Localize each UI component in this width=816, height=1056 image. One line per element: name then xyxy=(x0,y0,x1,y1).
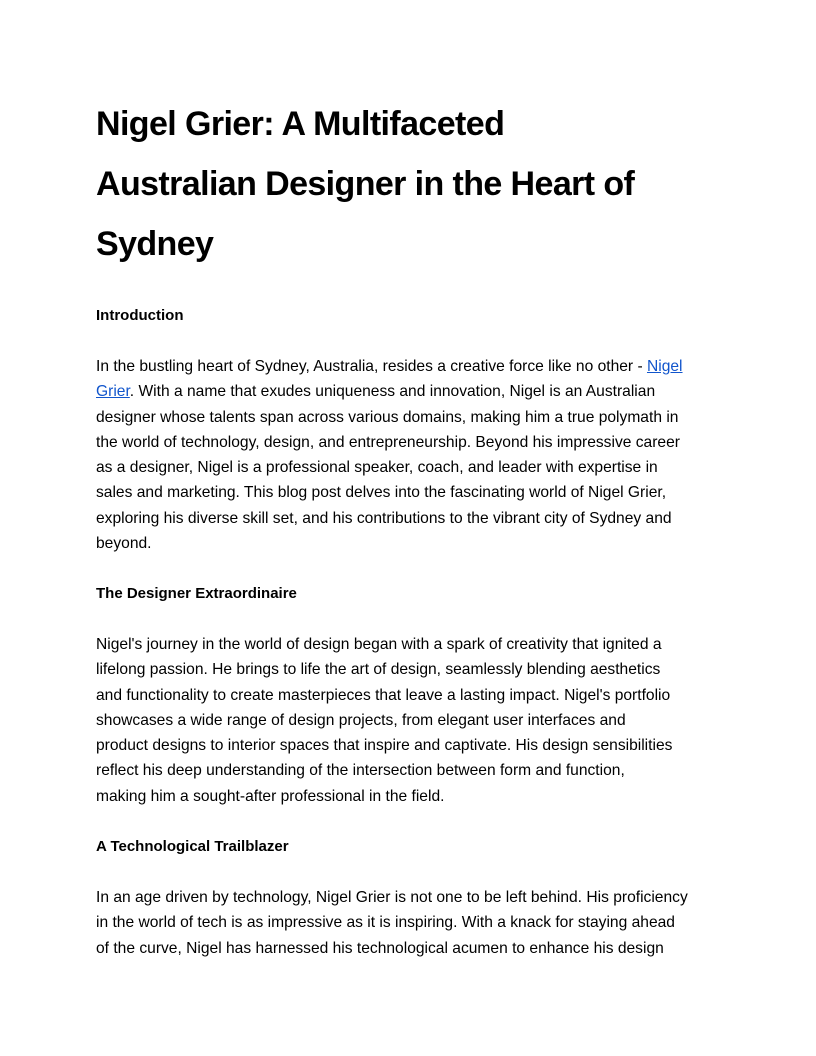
paragraph-line xyxy=(96,354,736,379)
line-text: . With a name that exudes uniqueness and innovation, Nigel is an Australian xyxy=(129,383,656,401)
paragraph-line: making him a sought-after professional in the field. xyxy=(96,787,445,805)
paragraph-line: sales and marketing. This blog post delves into the fascinating world of Nigel Grier, xyxy=(96,484,667,502)
paragraph-line: and functionality to create masterpieces that leave a lasting impact. Nigel's portfolio xyxy=(96,686,671,704)
paragraph-line xyxy=(96,379,736,404)
section-heading-technological: A Technological Trailblazer xyxy=(96,838,289,855)
paragraph-technological xyxy=(96,885,736,961)
paragraph-line: exploring his diverse skill set, and his contributions to the vibrant city of Sydney and xyxy=(96,509,672,527)
paragraph-line: product designs to interior spaces that inspire and captivate. His design sensibilities xyxy=(96,737,673,755)
paragraph-line: as a designer, Nigel is a professional speaker, coach, and leader with expertise in xyxy=(96,459,658,477)
paragraph-line: of the curve, Nigel has harnessed his technological acumen to enhance his design xyxy=(96,939,664,957)
nigel-grier-link[interactable]: Nigel xyxy=(646,358,683,375)
paragraph-line: lifelong passion. He brings to life the art of design, seamlessly blending aesthetics xyxy=(96,661,661,679)
paragraph-line: the world of technology, design, and entrepreneurship. Beyond his impressive career xyxy=(96,433,680,451)
paragraph-line: beyond. xyxy=(96,535,152,553)
paragraph-line: showcases a wide range of design projects, from elegant user interfaces and xyxy=(96,711,626,729)
title-line: Australian Designer in the Heart of xyxy=(96,165,635,203)
section-heading-designer: The Designer Extraordinaire xyxy=(96,585,297,602)
paragraph-line: in the world of tech is as impressive as it is inspiring. With a knack for staying ahead xyxy=(96,914,675,932)
nigel-grier-link[interactable]: Grier xyxy=(96,383,130,401)
section-heading-introduction: Introduction xyxy=(96,307,184,324)
title-line: Sydney xyxy=(96,225,214,263)
paragraph-line: Nigel's journey in the world of design began with a spark of creativity that ignited a xyxy=(96,636,662,653)
paragraph-designer xyxy=(96,632,736,809)
paragraph-line: designer whose talents span across various domains, making him a true polymath in xyxy=(96,408,679,426)
title-line: Nigel Grier: A Multifaceted xyxy=(96,105,505,143)
page-title xyxy=(96,94,736,274)
line-text: In the bustling heart of Sydney, Australia, resides a creative force like no other - xyxy=(96,358,647,375)
paragraph-line: In an age driven by technology, Nigel Grier is not one to be left behind. His proficiency xyxy=(96,889,688,906)
paragraph-line: reflect his deep understanding of the intersection between form and function, xyxy=(96,762,625,780)
paragraph-introduction xyxy=(96,354,736,556)
